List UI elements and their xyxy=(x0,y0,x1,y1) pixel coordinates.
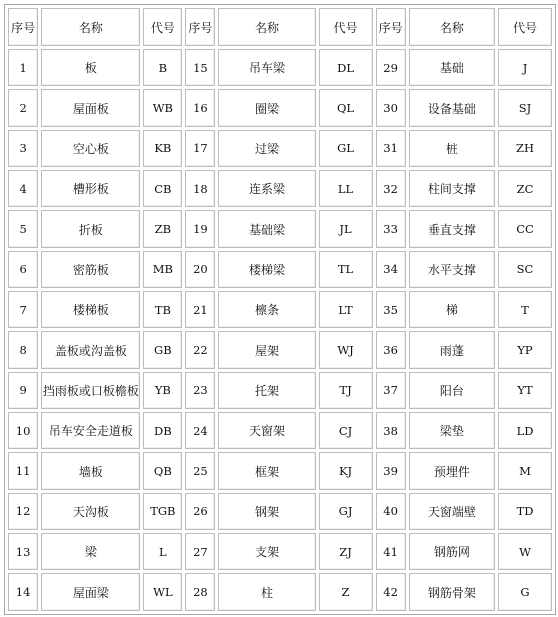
cell-name: 屋面梁 xyxy=(41,573,140,611)
cell-seq: 21 xyxy=(185,291,215,328)
table-row xyxy=(8,533,552,570)
table-row xyxy=(8,573,552,611)
cell-name: 设备基础 xyxy=(409,89,495,126)
header-code: 代号 xyxy=(143,8,182,46)
cell-name: 槽形板 xyxy=(41,170,140,207)
cell-name: 钢架 xyxy=(218,493,315,530)
cell-code: DL xyxy=(319,49,373,86)
cell-code: Z xyxy=(319,573,373,611)
cell-name: 墙板 xyxy=(41,452,140,489)
table-row xyxy=(8,331,552,368)
cell-name: 柱 xyxy=(218,573,315,611)
cell-name: 钢筋骨架 xyxy=(409,573,495,611)
header-name: 名称 xyxy=(409,8,495,46)
cell-code: WJ xyxy=(319,331,373,368)
cell-name: 钢筋网 xyxy=(409,533,495,570)
header-name: 名称 xyxy=(218,8,315,46)
cell-name: 雨蓬 xyxy=(409,331,495,368)
cell-name: 密筋板 xyxy=(41,251,140,288)
cell-name: 板 xyxy=(41,49,140,86)
cell-seq: 19 xyxy=(185,210,215,247)
cell-name: 梁 xyxy=(41,533,140,570)
cell-name: 过梁 xyxy=(218,130,315,167)
cell-name: 基础梁 xyxy=(218,210,315,247)
table-row xyxy=(8,89,552,126)
cell-code: M xyxy=(498,452,552,489)
cell-seq: 33 xyxy=(376,210,406,247)
cell-code: TD xyxy=(498,493,552,530)
cell-code: ZH xyxy=(498,130,552,167)
header-seq: 序号 xyxy=(376,8,406,46)
cell-name: 折板 xyxy=(41,210,140,247)
header-name: 名称 xyxy=(41,8,140,46)
component-code-table xyxy=(4,4,556,615)
cell-code: YB xyxy=(143,372,182,409)
cell-seq: 17 xyxy=(185,130,215,167)
cell-name: 垂直支撑 xyxy=(409,210,495,247)
table-row xyxy=(8,170,552,207)
cell-seq: 7 xyxy=(8,291,38,328)
cell-seq: 16 xyxy=(185,89,215,126)
cell-seq: 9 xyxy=(8,372,38,409)
cell-seq: 40 xyxy=(376,493,406,530)
cell-seq: 5 xyxy=(8,210,38,247)
cell-code: KJ xyxy=(319,452,373,489)
cell-code: ZC xyxy=(498,170,552,207)
cell-code: KB xyxy=(143,130,182,167)
cell-name: 阳台 xyxy=(409,372,495,409)
cell-seq: 32 xyxy=(376,170,406,207)
cell-code: YT xyxy=(498,372,552,409)
cell-code: LD xyxy=(498,412,552,449)
table-row xyxy=(8,251,552,288)
cell-name: 天沟板 xyxy=(41,493,140,530)
cell-seq: 41 xyxy=(376,533,406,570)
cell-code: CC xyxy=(498,210,552,247)
table-row xyxy=(8,372,552,409)
table-row xyxy=(8,291,552,328)
cell-seq: 10 xyxy=(8,412,38,449)
cell-name: 屋面板 xyxy=(41,89,140,126)
cell-code: SC xyxy=(498,251,552,288)
cell-code: WL xyxy=(143,573,182,611)
cell-code: CB xyxy=(143,170,182,207)
cell-code: WB xyxy=(143,89,182,126)
cell-code: TGB xyxy=(143,493,182,530)
cell-name: 吊车安全走道板 xyxy=(41,412,140,449)
cell-seq: 37 xyxy=(376,372,406,409)
cell-code: GJ xyxy=(319,493,373,530)
cell-seq: 24 xyxy=(185,412,215,449)
cell-seq: 14 xyxy=(8,573,38,611)
cell-name: 楼梯板 xyxy=(41,291,140,328)
cell-code: CJ xyxy=(319,412,373,449)
cell-name: 檩条 xyxy=(218,291,315,328)
table-row xyxy=(8,130,552,167)
cell-code: TB xyxy=(143,291,182,328)
cell-seq: 15 xyxy=(185,49,215,86)
table-row xyxy=(8,452,552,489)
cell-seq: 23 xyxy=(185,372,215,409)
cell-code: J xyxy=(498,49,552,86)
cell-code: MB xyxy=(143,251,182,288)
cell-seq: 2 xyxy=(8,89,38,126)
cell-name: 空心板 xyxy=(41,130,140,167)
cell-code: QB xyxy=(143,452,182,489)
table-row xyxy=(8,49,552,86)
cell-seq: 20 xyxy=(185,251,215,288)
cell-code: LT xyxy=(319,291,373,328)
cell-code: GL xyxy=(319,130,373,167)
cell-code: ZB xyxy=(143,210,182,247)
cell-seq: 29 xyxy=(376,49,406,86)
table-row xyxy=(8,210,552,247)
cell-code: YP xyxy=(498,331,552,368)
cell-seq: 42 xyxy=(376,573,406,611)
cell-code: QL xyxy=(319,89,373,126)
cell-name: 梯 xyxy=(409,291,495,328)
cell-code: ZJ xyxy=(319,533,373,570)
cell-seq: 35 xyxy=(376,291,406,328)
cell-code: T xyxy=(498,291,552,328)
cell-name: 吊车梁 xyxy=(218,49,315,86)
cell-code: LL xyxy=(319,170,373,207)
cell-name: 挡雨板或口板檐板 xyxy=(41,372,140,409)
table-row xyxy=(8,493,552,530)
header-row xyxy=(8,8,552,46)
cell-code: G xyxy=(498,573,552,611)
cell-seq: 25 xyxy=(185,452,215,489)
cell-code: DB xyxy=(143,412,182,449)
cell-name: 圈梁 xyxy=(218,89,315,126)
cell-seq: 27 xyxy=(185,533,215,570)
cell-code: TJ xyxy=(319,372,373,409)
cell-name: 柱间支撑 xyxy=(409,170,495,207)
cell-code: W xyxy=(498,533,552,570)
cell-seq: 11 xyxy=(8,452,38,489)
table-row xyxy=(8,412,552,449)
cell-seq: 1 xyxy=(8,49,38,86)
cell-name: 楼梯梁 xyxy=(218,251,315,288)
cell-name: 框架 xyxy=(218,452,315,489)
cell-seq: 3 xyxy=(8,130,38,167)
cell-name: 桩 xyxy=(409,130,495,167)
cell-seq: 36 xyxy=(376,331,406,368)
cell-name: 预埋件 xyxy=(409,452,495,489)
cell-seq: 4 xyxy=(8,170,38,207)
cell-seq: 34 xyxy=(376,251,406,288)
cell-seq: 8 xyxy=(8,331,38,368)
cell-code: TL xyxy=(319,251,373,288)
cell-name: 梁垫 xyxy=(409,412,495,449)
cell-seq: 18 xyxy=(185,170,215,207)
header-seq: 序号 xyxy=(185,8,215,46)
cell-seq: 31 xyxy=(376,130,406,167)
cell-code: L xyxy=(143,533,182,570)
cell-seq: 28 xyxy=(185,573,215,611)
cell-name: 盖板或沟盖板 xyxy=(41,331,140,368)
header-code: 代号 xyxy=(498,8,552,46)
cell-seq: 12 xyxy=(8,493,38,530)
cell-seq: 26 xyxy=(185,493,215,530)
cell-seq: 22 xyxy=(185,331,215,368)
header-seq: 序号 xyxy=(8,8,38,46)
cell-seq: 39 xyxy=(376,452,406,489)
cell-name: 支架 xyxy=(218,533,315,570)
cell-seq: 30 xyxy=(376,89,406,126)
cell-name: 基础 xyxy=(409,49,495,86)
cell-name: 连系梁 xyxy=(218,170,315,207)
cell-seq: 6 xyxy=(8,251,38,288)
cell-code: JL xyxy=(319,210,373,247)
cell-name: 屋架 xyxy=(218,331,315,368)
cell-code: B xyxy=(143,49,182,86)
cell-seq: 38 xyxy=(376,412,406,449)
cell-seq: 13 xyxy=(8,533,38,570)
header-code: 代号 xyxy=(319,8,373,46)
cell-name: 托架 xyxy=(218,372,315,409)
cell-name: 天窗架 xyxy=(218,412,315,449)
cell-code: SJ xyxy=(498,89,552,126)
cell-name: 天窗端壁 xyxy=(409,493,495,530)
cell-code: GB xyxy=(143,331,182,368)
cell-name: 水平支撑 xyxy=(409,251,495,288)
